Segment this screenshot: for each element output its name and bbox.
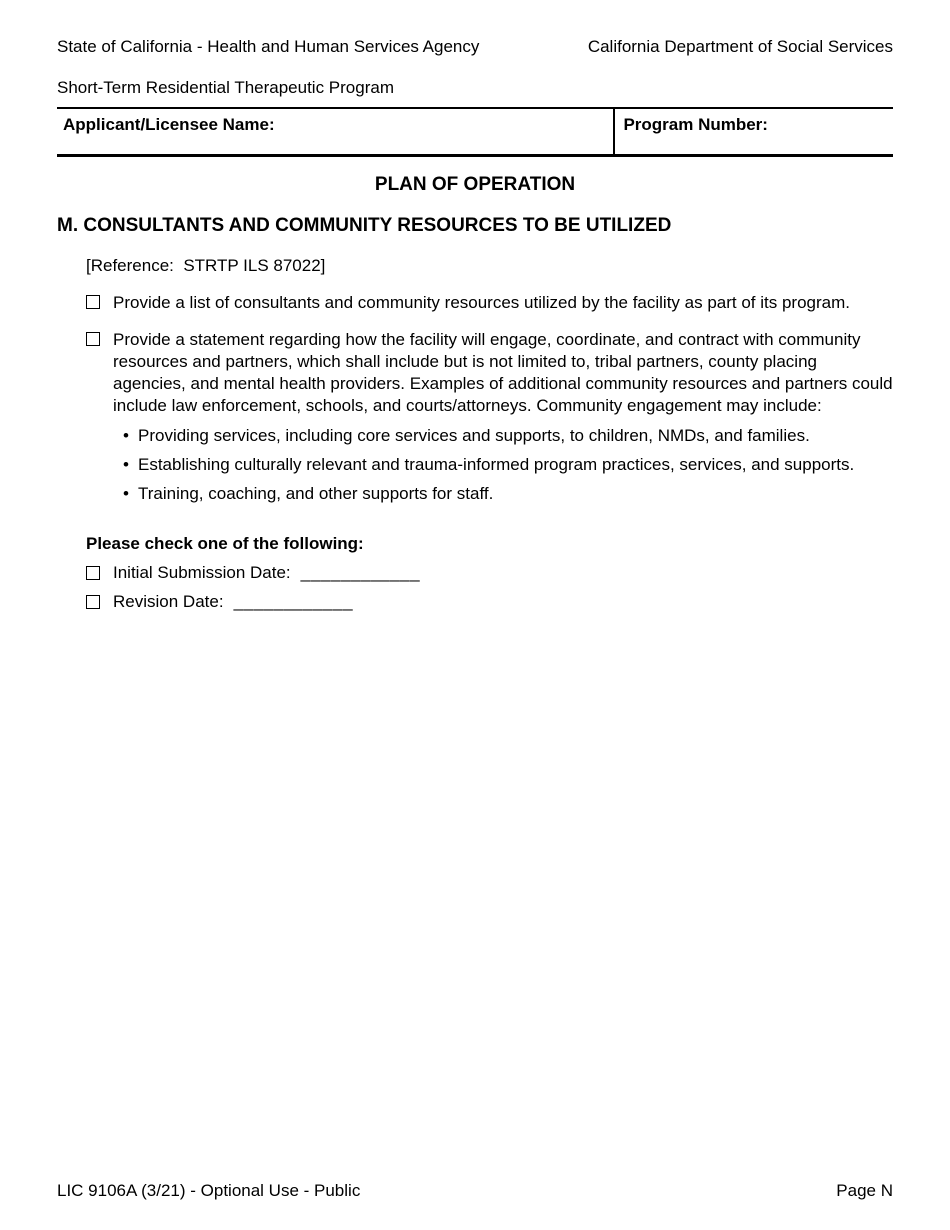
section-m-heading: M. CONSULTANTS AND COMMUNITY RESOURCES TO BE UTILIZED (57, 215, 672, 236)
checklist-item-engagement-statement (86, 329, 893, 417)
option-revision (86, 591, 893, 613)
checklist-item-label: Provide a statement regarding how the facility will engage, coordinate, and contract with community resources and partners, which shall include but is not limited to, tribal partners, county placing agencies, and mental health providers. Examples of additional community resources and partners could include law enforcement, schools, and courts/attorneys. Community engagement may include: (113, 330, 893, 415)
header-agency-right: California Department of Social Services (587, 37, 893, 56)
bullet-text: Training, coaching, and other supports for staff. (138, 484, 494, 503)
applicant-name-label: Applicant/Licensee Name: (63, 115, 275, 134)
revision-date-field[interactable]: ____________ (233, 592, 354, 611)
reference-line: [Reference: STRTP ILS 87022] (86, 256, 326, 275)
applicant-info-table (57, 107, 893, 157)
initial-submission-label: Initial Submission Date: (113, 563, 291, 582)
revision-date-label: Revision Date: (113, 592, 224, 611)
checkbox-engagement-statement[interactable] (86, 332, 100, 346)
form-header (57, 36, 893, 58)
initial-submission-date-field[interactable]: ____________ (300, 563, 421, 582)
bullet-text: Establishing culturally relevant and trauma-informed program practices, services, and supports. (138, 455, 855, 474)
footer-form-number: LIC 9106A (3/21) - Optional Use - Public (57, 1181, 361, 1200)
list-item (123, 425, 893, 447)
header-agency-left: State of California - Health and Human Services Agency (57, 37, 480, 56)
checklist-item-consultant-list (86, 292, 893, 314)
option-initial-submission (86, 562, 893, 584)
engagement-bullet-list (123, 425, 893, 505)
checklist-item-label: Provide a list of consultants and community resources utilized by the facility as part of its program. (113, 293, 850, 312)
submission-choice-heading: Please check one of the following: (86, 534, 364, 553)
form-footer (57, 1180, 893, 1202)
program-number-cell[interactable] (615, 109, 893, 154)
checkbox-revision[interactable] (86, 595, 100, 609)
bullet-icon: • (123, 484, 129, 503)
applicant-name-cell[interactable] (57, 109, 615, 154)
bullet-icon: • (123, 426, 129, 445)
bullet-icon: • (123, 455, 129, 474)
list-item (123, 454, 893, 476)
checkbox-consultant-list[interactable] (86, 295, 100, 309)
checkbox-initial-submission[interactable] (86, 566, 100, 580)
bullet-text: Providing services, including core services and supports, to children, NMDs, and families. (138, 426, 810, 445)
program-type-line: Short-Term Residential Therapeutic Program (57, 78, 394, 97)
list-item (123, 483, 893, 505)
page-title: PLAN OF OPERATION (374, 174, 576, 195)
footer-page-number: Page N (836, 1181, 893, 1200)
program-number-label: Program Number: (623, 115, 768, 134)
